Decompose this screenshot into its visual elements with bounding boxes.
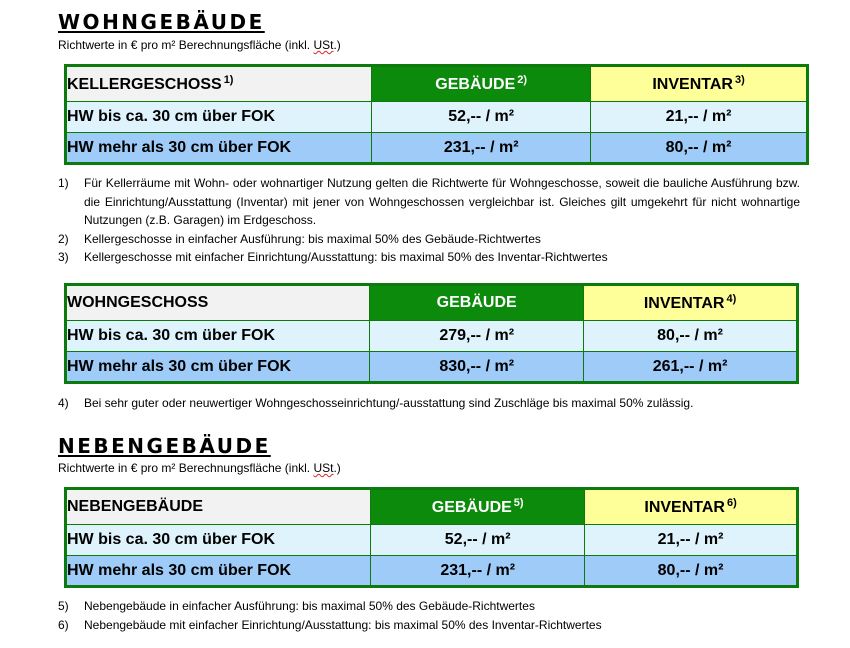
subtitle-ust: USt [313,38,334,52]
footnote: 2) Kellergeschosse in einfacher Ausführung: bis maximal 50% des Gebäude-Richtwertes [58,231,541,246]
header-cell-inventar: INVENTAR $^{6)}$ [585,489,798,525]
subtitle-end: .) [333,38,341,52]
value-inventar: 21,-- / m² [585,525,798,556]
table-wohngeschoss [64,283,799,384]
header-cell-inventar: INVENTAR $^{3)}$ [591,66,808,102]
value-gebaeude: 231,-- / m² [372,133,591,164]
footnote: 1) Für Kellerräume mit Wohn- oder wohnartiger Nutzung gelten die Richtwerte für Wohngeschosse, soweit die bauliche Ausführung bzw. die Einrichtung/Ausstattung (Inventar) mit jener von Wohngeschossen vergleichbar ist. Gleiches gilt umgekehrt für nicht wohnartige Nutzungen (z.B. Garagen) im Erdgeschoss. [58,176,800,227]
footnote: 4) Bei sehr guter oder neuwertiger Wohngeschosseinrichtung/-ausstattung sind Zuschläge bis maximal 50% zulässig. [58,396,694,410]
value-gebaeude: 830,-- / m² [370,352,584,383]
table-nebengebaeude [64,487,799,588]
table-row [66,321,798,352]
value-gebaeude: 52,-- / m² [371,525,585,556]
header-cell-label: WOHNGESCHOSS [66,285,370,321]
header-cell-inventar: INVENTAR $^{4)}$ [584,285,798,321]
table-kellergeschoss [64,64,809,165]
footnote: 6) Nebengebäude mit einfacher Einrichtung/Ausstattung: bis maximal 50% des Inventar-Richtwertes [58,617,602,632]
footnote: 3) Kellergeschosse mit einfacher Einrichtung/Ausstattung: bis maximal 50% des Inventar-Richtwertes [58,250,608,264]
table-header-row [66,489,798,525]
subtitle-text: Richtwerte in € pro m² Berechnungsfläche (inkl. [58,38,314,52]
row-label: HW mehr als 30 cm über FOK [66,556,371,587]
section-heading-wohngebaeude: WOHNGEBÄUDE [58,10,265,34]
value-gebaeude: 52,-- / m² [372,102,591,133]
value-gebaeude: 231,-- / m² [371,556,585,587]
value-inventar: 80,-- / m² [591,133,808,164]
table-row [66,525,798,556]
header-cell-gebaeude: GEBÄUDE $^{5)}$ [371,489,585,525]
subtitle-ust: USt [313,461,334,475]
footnotes-neben [58,597,800,634]
row-label: HW bis ca. 30 cm über FOK [66,102,372,133]
row-label: HW mehr als 30 cm über FOK [66,352,370,383]
header-cell-label: KELLERGESCHOSS $^{1)}$ [66,66,372,102]
table-row [66,556,798,587]
section-subtitle [58,38,341,52]
value-inventar: 261,-- / m² [584,352,798,383]
footnote: 5) Nebengebäude in einfacher Ausführung: bis maximal 50% des Gebäude-Richtwertes [58,599,535,613]
footnotes-keller [58,174,800,267]
row-label: HW bis ca. 30 cm über FOK [66,321,370,352]
section-heading-nebengebaeude: NEBENGEBÄUDE [58,434,271,458]
value-gebaeude: 279,-- / m² [370,321,584,352]
table-row [66,352,798,383]
value-inventar: 21,-- / m² [591,102,808,133]
table-row [66,133,808,164]
subtitle-end: .) [333,461,341,475]
header-cell-label: NEBENGEBÄUDE [66,489,371,525]
footnotes-wohn [58,394,800,413]
table-header-row [66,66,808,102]
row-label: HW bis ca. 30 cm über FOK [66,525,371,556]
table-header-row [66,285,798,321]
value-inventar: 80,-- / m² [585,556,798,587]
table-row [66,102,808,133]
subtitle-text: Richtwerte in € pro m² Berechnungsfläche (inkl. [58,461,314,475]
header-cell-gebaeude: GEBÄUDE [370,285,584,321]
header-cell-gebaeude: GEBÄUDE $^{2)}$ [372,66,591,102]
row-label: HW mehr als 30 cm über FOK [66,133,372,164]
value-inventar: 80,-- / m² [584,321,798,352]
section-subtitle [58,461,341,475]
